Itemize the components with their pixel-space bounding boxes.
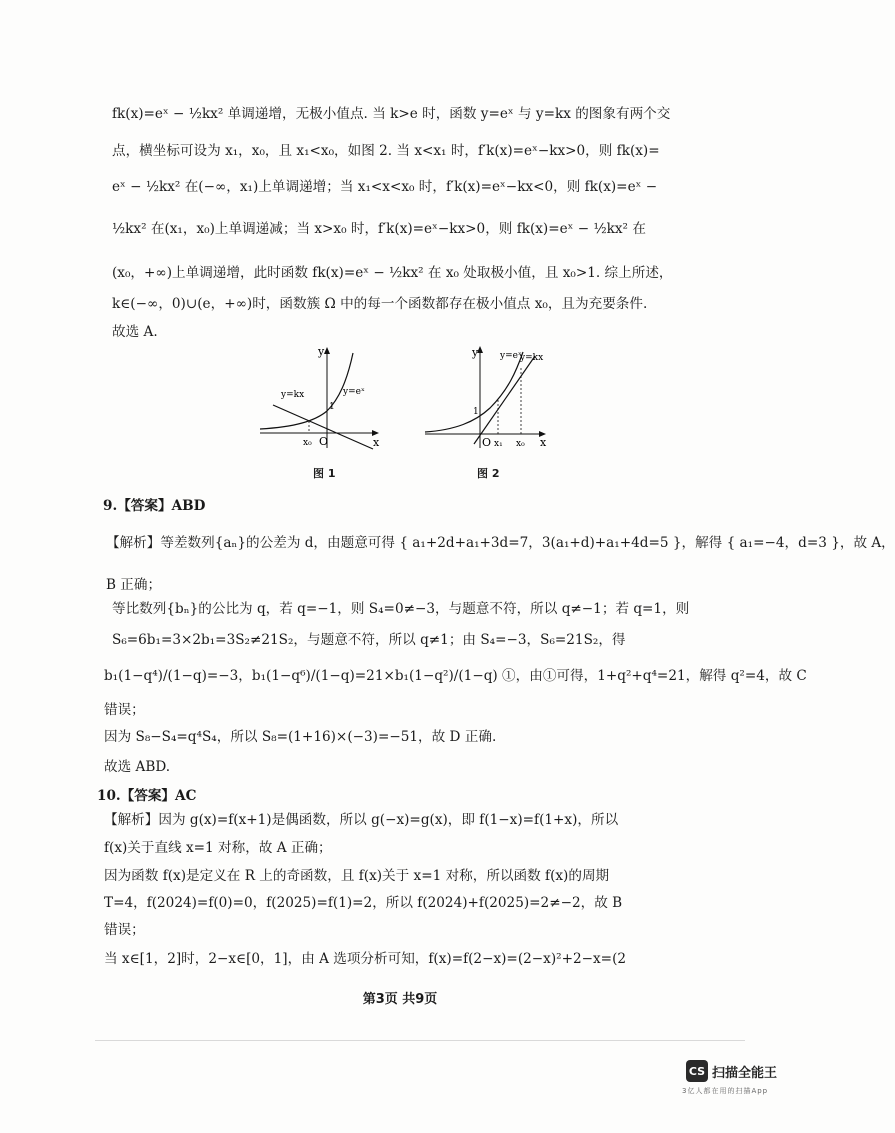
fig2-label-y: y [472,346,479,359]
text-line: 【解析】等差数列{aₙ}的公差为 d，由题意可得 { a₁+2d+a₁+3d=7，3(a₁+d)+a₁+4d=5 }，解得 { a₁=−4，d=3 }，故 A， [106,535,895,551]
fig2-label-one: 1 [473,407,479,417]
figure-1-graph [255,345,385,450]
text-line: k∈(−∞，0)∪(e，+∞)时，函数簇 Ω 中的每一个函数都存在极小值点 x₀，且为充要条件. [112,296,648,312]
fig1-label-exp: y=eˣ [343,387,365,397]
text-line: 因为 S₈−S₄=q⁴S₄，所以 S₈=(1+16)×(−3)=−51，故 D 正确. [104,729,497,745]
text-line: 故选 ABD. [104,759,171,775]
text-line: b₁(1−q⁴)/(1−q)=−3，b₁(1−q⁶)/(1−q)=21×b₁(1−q²)/(1−q) ①，由①可得，1+q²+q⁴=21，解得 q²=4，故 C [104,668,807,684]
fig2-label-origin: O [482,436,492,449]
fig1-label-y: y [318,345,325,358]
q9-answer-header: 9.【答案】ABD [103,498,206,514]
figure-2-caption: 图 2 [477,467,500,480]
text-line: 故选 A. [112,324,158,340]
text-line: T=4，f(2024)=f(0)=0，f(2025)=f(1)=2，所以 f(2024)+f(2025)=2≠−2，故 B [104,895,623,911]
text-line: f(x)关于直线 x=1 对称，故 A 正确； [104,840,332,856]
fig1-label-x: x [373,436,380,449]
fig2-label-line: y=kx [520,353,544,363]
text-line: B 正确； [106,577,162,593]
text-line: 错误； [104,702,145,718]
fig1-label-line: y=kx [281,390,305,400]
fig1-label-x0: x₀ [303,438,312,448]
figure-1-caption: 图 1 [313,467,336,480]
text-line: 错误； [104,922,145,938]
page-number: 第3页 共9页 [362,992,438,1007]
fig1-label-one: 1 [329,402,335,412]
camscanner-logo-icon: CS [686,1060,708,1082]
scanner-tagline: 3亿人都在用的扫描App [682,1087,769,1095]
text-line: 点，横坐标可设为 x₁，x₀，且 x₁<x₀，如图 2. 当 x<x₁ 时，f′k(x)=eˣ−kx>0，则 fk(x)= [112,143,660,159]
text-line: (x₀，+∞)上单调递增，此时函数 fk(x)=eˣ − ½kx² 在 x₀ 处取极小值，且 x₀>1. 综上所述， [112,265,673,281]
q10-answer-header: 10.【答案】AC [97,788,197,804]
fig2-label-x0: x₀ [516,439,525,449]
text-line: 因为函数 f(x)是定义在 R 上的奇函数，且 f(x)关于 x=1 对称，所以函数 f(x)的周期 [104,868,610,884]
text-line: S₆=6b₁=3×2b₁=3S₂≠21S₂，与题意不符，所以 q≠1；由 S₄=−3，S₆=21S₂，得 [112,632,626,648]
figure-2-graph [420,342,550,450]
text-line: ½kx² 在(x₁，x₀)上单调递减；当 x>x₀ 时，f′k(x)=eˣ−kx>0，则 fk(x)=eˣ − ½kx² 在 [112,221,646,237]
text-line: eˣ − ½kx² 在(−∞，x₁)上单调递增；当 x₁<x<x₀ 时，f′k(x)=eˣ−kx<0，则 fk(x)=eˣ − [112,179,658,195]
text-line: fk(x)=eˣ − ½kx² 单调递增，无极小值点. 当 k>e 时，函数 y=eˣ 与 y=kx 的图象有两个交 [112,106,671,122]
figure-2 [420,342,550,480]
text-line: 当 x∈[1，2]时，2−x∈[0，1]，由 A 选项分析可知，f(x)=f(2−x)=(2−x)²+2−x=(2 [104,951,627,967]
fig1-label-origin: O [319,435,329,448]
footer-divider [95,1040,745,1041]
text-line: 【解析】因为 g(x)=f(x+1)是偶函数，所以 g(−x)=g(x)，即 f(1−x)=f(1+x)，所以 [104,812,619,828]
scanner-app-name: 扫描全能王 [712,1065,778,1081]
fig2-label-x1: x₁ [494,439,503,449]
scanner-badge [686,1060,777,1082]
text-line: 等比数列{bₙ}的公比为 q，若 q=−1，则 S₄=0≠−3，与题意不符，所以 q≠−1；若 q=1，则 [112,601,690,617]
fig2-label-exp: y=eˣ [500,351,522,361]
figure-1 [255,345,385,480]
fig2-label-x: x [540,436,547,449]
